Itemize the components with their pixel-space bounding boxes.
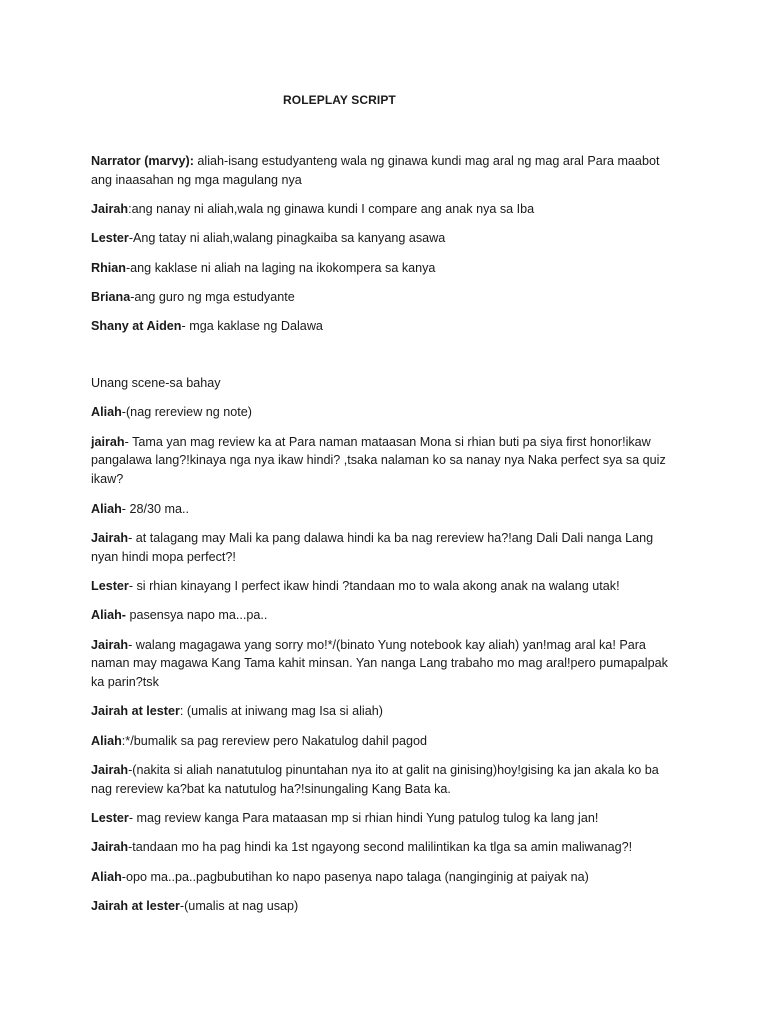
line-text: - mag review kanga Para mataasan mp si rhian hindi Yung patulog tulog ka lang jan! — [128, 811, 599, 826]
line-text: -ang guro ng mga estudyante — [130, 289, 295, 304]
script-line-cast-lester — [91, 229, 683, 248]
speaker-name: Briana — [91, 289, 131, 304]
speaker-name: Jairah — [91, 530, 129, 545]
speaker-name: Lester — [91, 811, 129, 826]
script-line — [91, 636, 683, 692]
script-line-cast-shany-aiden — [91, 317, 683, 336]
speaker-name: Lester — [91, 578, 129, 593]
line-text: -Ang tatay ni aliah,walang pinagkaiba sa kanyang asawa — [128, 231, 446, 246]
script-line-cast-rhian — [91, 259, 683, 278]
line-text: :ang nanay ni aliah,wala ng ginawa kundi I compare ang anak nya sa Iba — [128, 202, 535, 217]
speaker-name: Shany at Aiden — [91, 319, 182, 334]
speaker-name: Jairah at lester — [91, 704, 180, 719]
script-line — [91, 403, 683, 422]
scene-heading — [91, 374, 683, 393]
line-text: - at talagang may Mali ka pang dalawa hindi ka ba nag rereview ha?!ang Dali Dali nanga Lang nyan hindi mopa perfect?! — [91, 530, 654, 564]
speaker-name: Aliah — [91, 405, 122, 420]
line-text: - Tama yan mag review ka at Para naman mataasan Mona si rhian buti pa siya first honor!ikaw pangalawa lang?!kinaya nga nya ikaw hindi? ,tsaka nalaman ko sa nanay nya Naka perfect sya sa quiz ikaw? — [91, 434, 666, 487]
line-text: : (umalis at iniwang mag Isa si aliah) — [179, 704, 383, 719]
line-text: -(nakita si aliah nanatutulog pinuntahan nya ito at galit na ginising)hoy!gising ka jan akala ko ba nag rereview ka?bat ka natutulog ha?!sinungaling Kang Bata ka. — [91, 763, 659, 796]
speaker-name: Jairah — [91, 763, 129, 778]
script-body — [91, 152, 683, 926]
line-text: -opo ma..pa..pagbubutihan ko napo pasenya napo talaga (nanginginig at paiyak na) — [121, 869, 589, 884]
script-line — [91, 897, 683, 916]
script-line-narrator — [91, 152, 683, 190]
line-text: Unang scene-sa bahay — [91, 376, 221, 391]
speaker-name: Jairah — [91, 840, 129, 855]
script-line — [91, 606, 683, 625]
line-text: - 28/30 ma.. — [121, 501, 189, 516]
script-line — [91, 761, 683, 799]
line-text: - mga kaklase ng Dalawa — [181, 319, 323, 334]
script-line — [91, 433, 683, 489]
speaker-name: Aliah — [91, 733, 122, 748]
line-text: -(umalis at nag usap) — [179, 899, 299, 914]
script-line — [91, 868, 683, 887]
line-text: -tandaan mo ha pag hindi ka 1st ngayong second malilintikan ka tlga sa amin maliwanag?! — [128, 840, 633, 855]
script-line-cast-briana — [91, 288, 683, 307]
line-text: -(nag rereview ng note) — [121, 405, 252, 420]
script-line — [91, 702, 683, 721]
speaker-name: Aliah — [91, 869, 122, 884]
speaker-name: Jairah at lester — [91, 899, 180, 914]
document-title: ROLEPLAY SCRIPT — [283, 93, 396, 107]
speaker-name: Aliah- — [91, 608, 126, 623]
speaker-name: Jairah — [91, 202, 129, 217]
speaker-name: jairah — [91, 434, 125, 449]
script-line — [91, 577, 683, 596]
script-line-cast-jairah — [91, 200, 683, 219]
script-line — [91, 838, 683, 857]
script-line — [91, 732, 683, 751]
speaker-name: Rhian — [91, 260, 126, 275]
line-text: - walang magagawa yang sorry mo!*/(binato Yung notebook kay aliah) yan!mag aral ka! Para naman may magawa Kang Tama kahit minsan. Yan nanga Lang trabaho mo mag aral!pero pumapalpak ka parin?tsk — [91, 637, 668, 690]
script-line — [91, 809, 683, 828]
line-text: - si rhian kinayang I perfect ikaw hindi ?tandaan mo to wala akong anak na walang utak! — [128, 578, 620, 593]
speaker-name: Aliah — [91, 501, 122, 516]
line-text: aliah-isang estudyanteng wala ng ginawa kundi mag aral ng mag aral Para maabot ang inaasahan ng mga magulang nya — [91, 154, 660, 187]
speaker-name: Narrator (marvy): — [91, 154, 194, 168]
line-text: pasensya napo ma...pa.. — [125, 608, 268, 623]
speaker-name: Jairah — [91, 637, 129, 652]
script-line — [91, 529, 683, 567]
line-text: -ang kaklase ni aliah na laging na ikokompera sa kanya — [125, 260, 436, 275]
line-text: :*/bumalik sa pag rereview pero Nakatulog dahil pagod — [121, 733, 428, 748]
speaker-name: Lester — [91, 231, 129, 246]
script-line — [91, 500, 683, 519]
